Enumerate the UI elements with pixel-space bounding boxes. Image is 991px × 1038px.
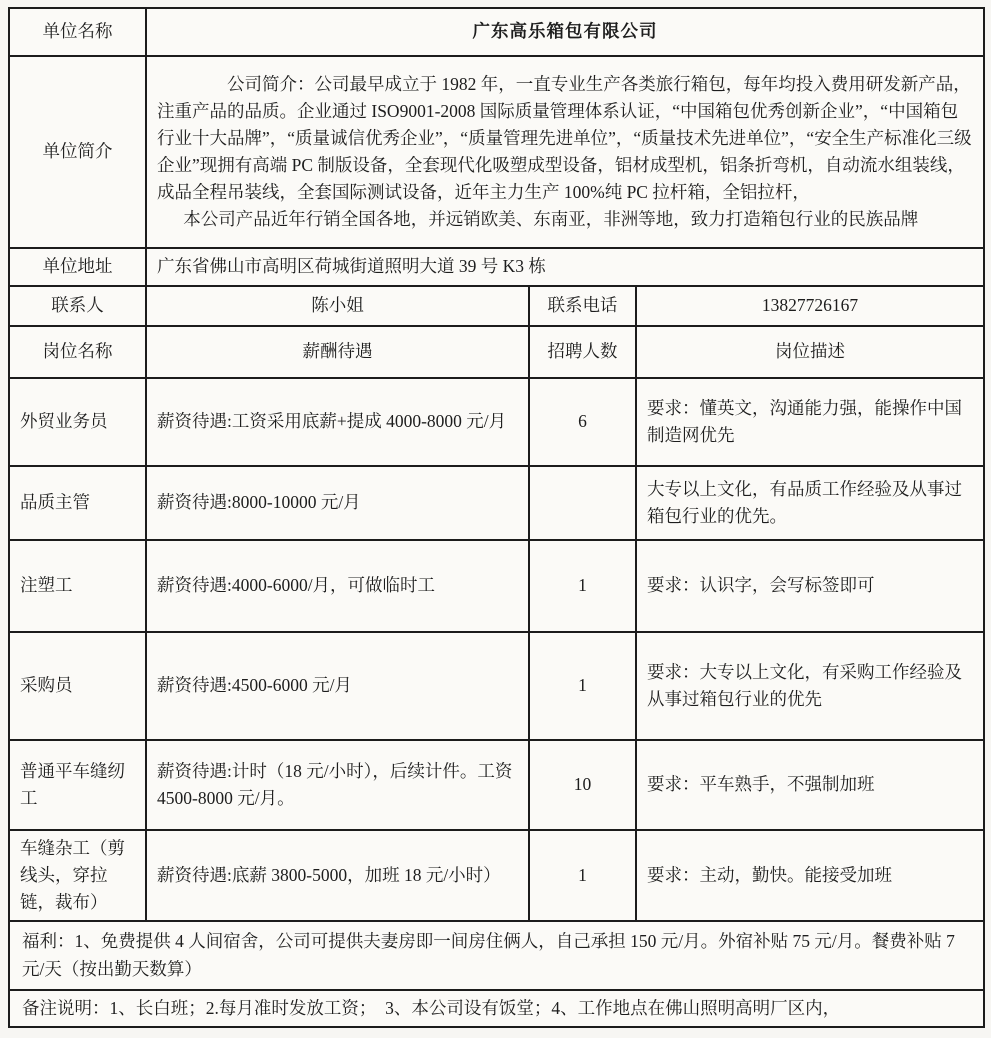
unit-name-label: 单位名称 <box>9 8 146 56</box>
intro-paragraph-2: 本公司产品近年行销全国各地，并远销欧美、东南亚，非洲等地，致力打造箱包行业的民族品牌 <box>183 209 919 230</box>
job-description: 要求：平车熟手，不强制加班 <box>636 740 984 830</box>
job-headcount: 1 <box>529 632 636 740</box>
contact-name: 陈小姐 <box>146 286 529 326</box>
job-description: 要求：懂英文，沟通能力强，能操作中国制造网优先 <box>636 378 984 466</box>
job-position: 注塑工 <box>9 540 146 632</box>
phone-number: 13827726167 <box>636 286 984 326</box>
header-salary: 薪酬待遇 <box>146 326 529 378</box>
header-headcount: 招聘人数 <box>529 326 636 378</box>
recruitment-table <box>8 7 985 1028</box>
job-headcount: 1 <box>529 540 636 632</box>
notes-text: 备注说明：1、长白班；2.每月准时发放工资； 3、本公司设有饭堂；4、工作地点在佛山照明高明厂区内， <box>9 990 984 1027</box>
table-row-job <box>9 378 984 466</box>
table-row-job <box>9 540 984 632</box>
row-unit-intro <box>9 56 984 248</box>
row-notes <box>9 990 984 1027</box>
row-welfare <box>9 921 984 989</box>
row-contact <box>9 286 984 326</box>
job-position: 采购员 <box>9 632 146 740</box>
welfare-text: 福利：1、免费提供 4 人间宿舍，公司可提供夫妻房即一间房住俩人，自己承担 150 元/月。外宿补贴 75 元/月。餐费补贴 7 元/天（按出勤天数算） <box>9 921 984 989</box>
job-salary: 薪资待遇:工资采用底薪+提成 4000-8000 元/月 <box>146 378 529 466</box>
row-job-header <box>9 326 984 378</box>
phone-label: 联系电话 <box>529 286 636 326</box>
job-description: 大专以上文化，有品质工作经验及从事过箱包行业的优先。 <box>636 466 984 540</box>
job-headcount <box>529 466 636 540</box>
contact-label: 联系人 <box>9 286 146 326</box>
job-headcount: 1 <box>529 830 636 921</box>
job-salary: 薪资待遇:8000-10000 元/月 <box>146 466 529 540</box>
job-salary: 薪资待遇:4000-6000/月，可做临时工 <box>146 540 529 632</box>
unit-intro-label: 单位简介 <box>9 56 146 248</box>
job-position: 车缝杂工（剪线头，穿拉链，裁布） <box>9 830 146 921</box>
job-position: 普通平车缝纫工 <box>9 740 146 830</box>
header-position: 岗位名称 <box>9 326 146 378</box>
company-address: 广东省佛山市高明区荷城街道照明大道 39 号 K3 栋 <box>146 248 984 286</box>
row-unit-name <box>9 8 984 56</box>
company-intro <box>146 56 984 248</box>
job-description: 要求：认识字，会写标签即可 <box>636 540 984 632</box>
job-description: 要求：主动，勤快。能接受加班 <box>636 830 984 921</box>
job-headcount: 6 <box>529 378 636 466</box>
unit-address-label: 单位地址 <box>9 248 146 286</box>
job-salary: 薪资待遇:底薪 3800-5000，加班 18 元/小时） <box>146 830 529 921</box>
job-salary: 薪资待遇:4500-6000 元/月 <box>146 632 529 740</box>
table-row-job <box>9 466 984 540</box>
job-description: 要求：大专以上文化，有采购工作经验及从事过箱包行业的优先 <box>636 632 984 740</box>
job-position: 品质主管 <box>9 466 146 540</box>
job-salary: 薪资待遇:计时（18 元/小时），后续计件。工资 4500-8000 元/月。 <box>146 740 529 830</box>
job-headcount: 10 <box>529 740 636 830</box>
table-row-job <box>9 830 984 921</box>
table-row-job <box>9 632 984 740</box>
row-unit-address <box>9 248 984 286</box>
intro-paragraph-1: 公司简介：公司最早成立于 1982 年，一直专业生产各类旅行箱包，每年均投入费用研发新产品，注重产品的品质。企业通过 ISO9001-2008 国际质量管理体系认证，“中国箱包优秀创新企业”，“中国箱包行业十大品牌”，“质量诚信优秀企业”，“质量管理先进单位”，“质量技术先进单位”，“安全生产标准化三级企业”现拥有高端 PC 制版设备，全套现代化吸塑成型设备，铝材成型机，铝条折弯机，自动流水组装线，成品全程吊装线，全套国际测试设备，近年主力生产 100%纯 PC 拉杆箱，全铝拉杆， <box>157 73 972 203</box>
table-row-job <box>9 740 984 830</box>
job-position: 外贸业务员 <box>9 378 146 466</box>
company-name: 广东高乐箱包有限公司 <box>146 8 984 56</box>
header-description: 岗位描述 <box>636 326 984 378</box>
